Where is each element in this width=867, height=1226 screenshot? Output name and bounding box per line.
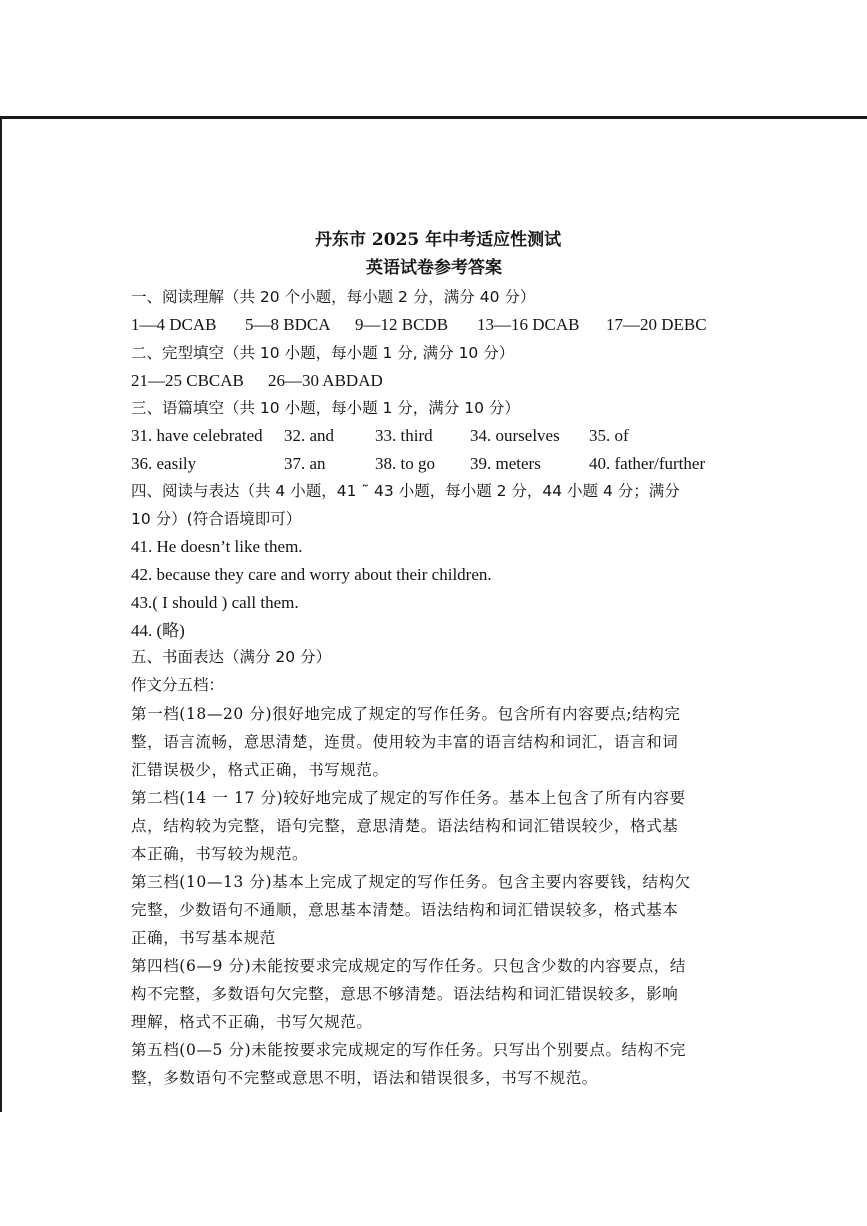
writing-grading-line: 第一档(18—20 分)很好地完成了规定的写作任务。包含所有内容要点;结构完 <box>131 705 681 723</box>
passage-fill-answer: 32. and <box>284 426 335 445</box>
writing-grading-line: 第四档(6—9 分)未能按要求完成规定的写作任务。只包含少数的内容要点，结 <box>131 957 686 975</box>
writing-grading-line: 整，语言流畅，意思清楚，连贯。使用较为丰富的语言结构和词汇，语言和词 <box>131 733 679 751</box>
passage-fill-answer: 37. an <box>284 454 326 473</box>
passage-fill-answer: 31. have celebrated <box>131 426 263 445</box>
passage-fill-answer: 38. to go <box>375 454 435 473</box>
section-cloze-heading: 二、完型填空（共 10 小题，每小题 1 分, 满分 10 分） <box>131 344 515 362</box>
section-read-express-heading: 四、阅读与表达（共 4 小题，41 ˜ 43 小题，每小题 2 分，44 小题 4 分；满分 <box>131 482 680 500</box>
writing-grading-line: 第五档(0—5 分)未能按要求完成规定的写作任务。只写出个别要点。结构不完 <box>131 1041 686 1059</box>
writing-grading-line: 整，多数语句不完整或意思不明，语法和错误很多，书写不规范。 <box>131 1069 598 1087</box>
read-express-answer: 41. He doesn’t like them. <box>131 537 303 556</box>
reading-answer: 13—16 DCAB <box>477 315 580 334</box>
section-reading-heading: 一、阅读理解（共 20 个小题，每小题 2 分，满分 40 分） <box>131 288 536 306</box>
writing-grading-line: 理解，格式不正确，书写欠规范。 <box>131 1013 373 1031</box>
passage-fill-answer: 34. ourselves <box>470 426 560 445</box>
reading-answer: 17—20 DEBC <box>606 315 707 334</box>
writing-grading-line: 完整，少数语句不通顺，意思基本清楚。语法结构和词汇错误较多，格式基本 <box>131 901 679 919</box>
read-express-answer: 43.( I should ) call them. <box>131 593 299 612</box>
reading-answer: 9—12 BCDB <box>355 315 449 334</box>
document-title: 丹东市 2025 年中考适应性测试 <box>315 230 562 250</box>
passage-fill-answer: 36. easily <box>131 454 197 473</box>
writing-grading-intro: 作文分五档： <box>131 676 225 694</box>
passage-fill-answer: 33. third <box>375 426 433 445</box>
document-subtitle: 英语试卷参考答案 <box>366 258 502 278</box>
cloze-answer: 21—25 CBCAB <box>131 371 244 390</box>
writing-grading-line: 点，结构较为完整，语句完整，意思清楚。语法结构和词汇错误较少，格式基 <box>131 817 679 835</box>
passage-fill-answer: 35. of <box>589 426 629 445</box>
writing-grading-line: 构不完整，多数语句欠完整，意思不够清楚。语法结构和词汇错误较多，影响 <box>131 985 679 1003</box>
writing-grading-line: 汇错误极少，格式正确，书写规范。 <box>131 761 389 779</box>
passage-fill-answer: 40. father/further <box>589 454 706 473</box>
section-writing-heading: 五、书面表达（满分 20 分） <box>131 648 332 666</box>
section-read-express-heading-cont: 10 分）(符合语境即可） <box>131 510 302 528</box>
passage-fill-answer: 39. meters <box>470 454 541 473</box>
writing-grading-line: 正确，书写基本规范 <box>131 929 276 947</box>
cloze-answer: 26—30 ABDAD <box>268 371 383 390</box>
writing-grading-line: 第三档(10—13 分)基本上完成了规定的写作任务。包含主要内容要钱，结构欠 <box>131 873 691 891</box>
reading-answer: 5—8 BDCA <box>245 315 331 334</box>
writing-grading-line: 第二档(14 一 17 分)较好地完成了规定的写作任务。基本上包含了所有内容要 <box>131 789 686 807</box>
read-express-answer: 42. because they care and worry about their children. <box>131 565 492 584</box>
read-express-answer: 44. (略) <box>131 621 185 640</box>
reading-answer: 1—4 DCAB <box>131 315 217 334</box>
section-passage-fill-heading: 三、语篇填空（共 10 小题，每小题 1 分，满分 10 分） <box>131 399 520 417</box>
writing-grading-line: 本正确，书写较为规范。 <box>131 845 309 863</box>
